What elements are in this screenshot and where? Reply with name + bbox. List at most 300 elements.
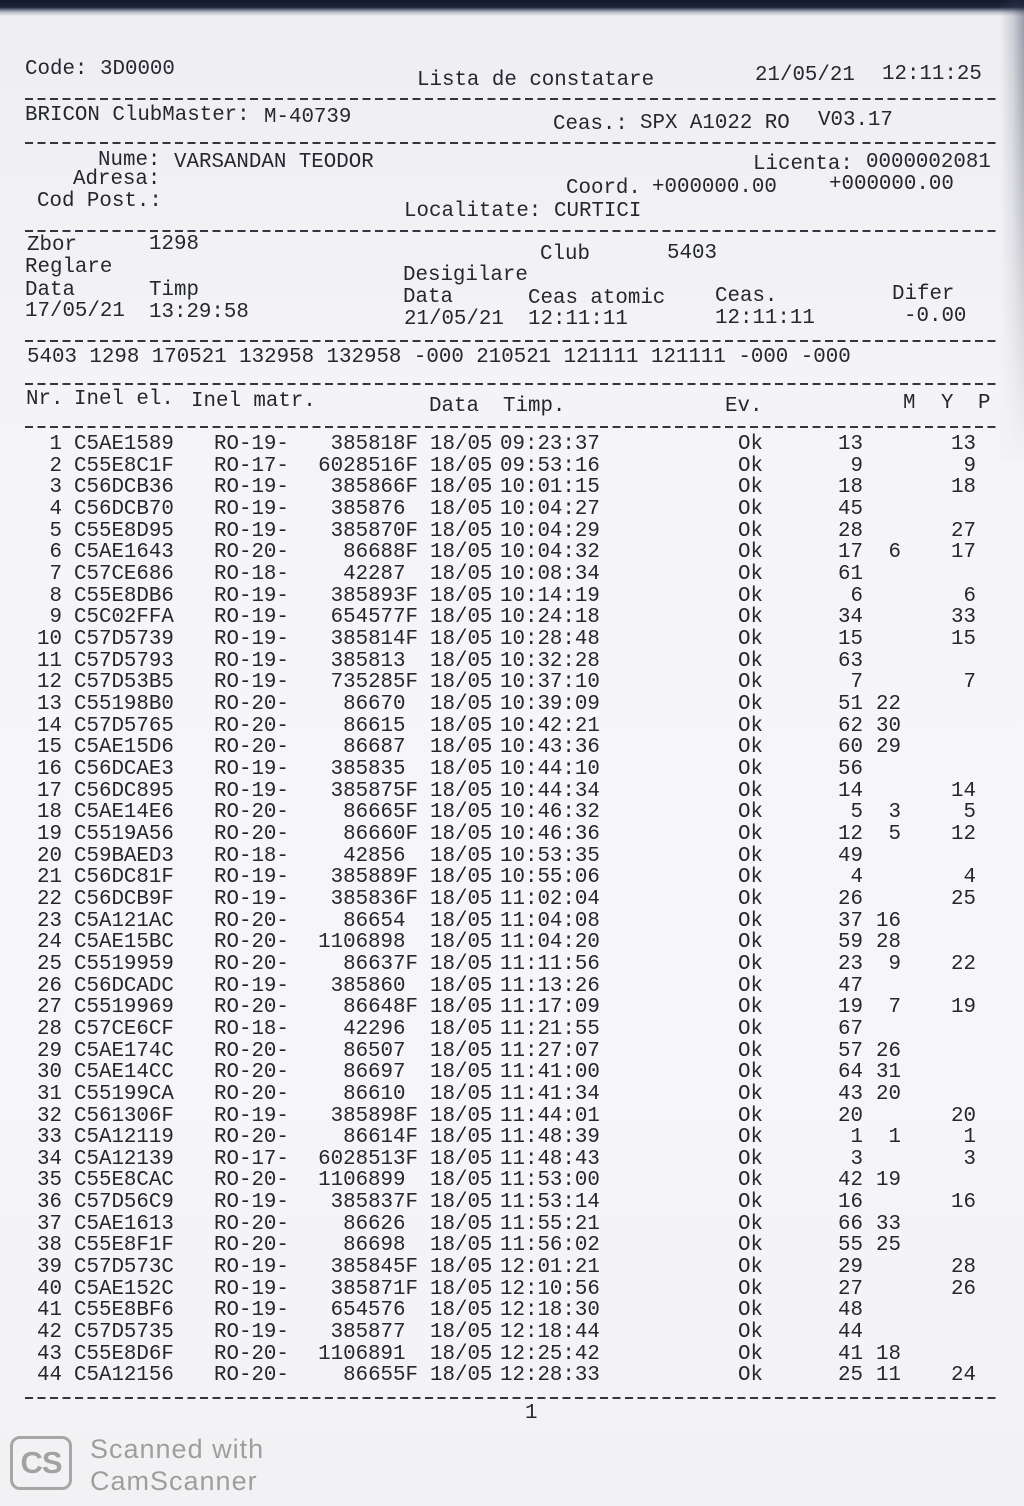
arrival-time: 11:44:01 — [500, 1104, 600, 1128]
event-status: Ok — [738, 1234, 763, 1258]
row-number: 13 — [37, 692, 62, 716]
ring-prefix: RO-20- — [214, 931, 289, 955]
table-row — [0, 846, 1024, 868]
arrival-time: 11:02:04 — [500, 887, 600, 911]
table-row — [0, 1062, 1024, 1084]
electronic-ring-id: C57D56C9 — [74, 1191, 174, 1215]
electronic-ring-id: C55E8CAC — [74, 1169, 174, 1193]
m-value: 1 — [850, 1126, 863, 1150]
table-row — [0, 1344, 1024, 1366]
event-status: Ok — [738, 952, 763, 976]
row-number: 24 — [37, 931, 62, 955]
ring-prefix: RO-20- — [214, 1061, 289, 1085]
header-inel-el: Inel el. — [74, 388, 174, 411]
arrival-time: 12:28:33 — [500, 1364, 600, 1388]
arrival-time: 12:10:56 — [500, 1277, 600, 1301]
table-row — [0, 932, 1024, 954]
arrival-time: 09:53:16 — [500, 454, 600, 478]
locality-value: CURTICI — [554, 200, 642, 223]
table-row — [0, 1106, 1024, 1128]
arrival-date: 18/05 — [430, 909, 493, 933]
m-value: 25 — [838, 1364, 863, 1388]
electronic-ring-id: C57D5793 — [74, 649, 174, 673]
arrival-time: 10:32:28 — [500, 649, 600, 673]
ring-prefix: RO-19- — [214, 649, 289, 673]
p-value: 28 — [951, 1256, 976, 1280]
ring-number: 86610 — [343, 1082, 406, 1106]
ring-prefix: RO-18- — [214, 844, 289, 868]
electronic-ring-id: C5A12139 — [74, 1147, 174, 1171]
p-value: 20 — [951, 1104, 976, 1128]
electronic-ring-id: C5AE152C — [74, 1277, 174, 1301]
arrival-time: 09:23:37 — [500, 433, 600, 456]
ring-prefix: RO-20- — [214, 909, 289, 933]
p-value: 4 — [963, 866, 976, 890]
row-number: 30 — [37, 1061, 62, 1085]
table-row — [0, 542, 1024, 564]
coord-label: Coord. — [566, 177, 641, 200]
p-value: 16 — [951, 1191, 976, 1215]
header-ev: Ev. — [725, 395, 763, 418]
electronic-ring-id: C5A12119 — [74, 1126, 174, 1150]
ring-prefix: RO-20- — [214, 996, 289, 1020]
row-number: 20 — [37, 844, 62, 868]
ring-number: 86648F — [343, 996, 418, 1020]
watermark-line-1: Scanned with — [90, 1434, 265, 1464]
table-row — [0, 954, 1024, 976]
arrival-time: 10:28:48 — [500, 627, 600, 651]
postcode-label: Cod Post.: — [37, 190, 162, 213]
arrival-date: 18/05 — [430, 1342, 493, 1366]
m-value: 27 — [838, 1277, 863, 1301]
event-status: Ok — [738, 866, 763, 890]
arrival-time: 10:08:34 — [500, 563, 600, 586]
y-value: 11 — [876, 1364, 901, 1388]
clock-model: SPX A1022 RO — [640, 112, 790, 135]
ring-prefix: RO-19- — [214, 1256, 289, 1280]
arrival-time: 10:37:10 — [500, 671, 600, 695]
ring-number: 385845F — [330, 1256, 418, 1280]
row-number: 9 — [49, 606, 62, 630]
arrival-time: 11:04:08 — [500, 909, 600, 933]
event-status: Ok — [738, 1104, 763, 1128]
event-status: Ok — [738, 649, 763, 673]
arrival-time: 11:17:09 — [500, 996, 600, 1020]
row-number: 8 — [49, 584, 62, 608]
code-value: 3D0000 — [100, 58, 175, 81]
event-status: Ok — [738, 736, 763, 760]
ring-number: 385837F — [330, 1191, 418, 1215]
arrival-date: 18/05 — [430, 1234, 493, 1258]
table-row — [0, 607, 1024, 629]
electronic-ring-id: C57CE686 — [74, 563, 174, 586]
m-value: 23 — [838, 952, 863, 976]
event-status: Ok — [738, 1299, 763, 1323]
clubmaster-id: M-40739 — [264, 106, 352, 129]
event-status: Ok — [738, 476, 763, 500]
table-row — [0, 1084, 1024, 1106]
electronic-ring-id: C5A121AC — [74, 909, 174, 933]
table-row — [0, 521, 1024, 543]
y-value: 22 — [876, 692, 901, 716]
ring-prefix: RO-19- — [214, 1191, 289, 1215]
table-row — [0, 867, 1024, 889]
p-value: 27 — [951, 519, 976, 543]
table-row — [0, 1279, 1024, 1301]
m-value: 5 — [850, 801, 863, 825]
y-value: 31 — [876, 1061, 901, 1085]
row-number: 25 — [37, 952, 62, 976]
table-row — [0, 802, 1024, 824]
electronic-ring-id: C56DCB36 — [74, 476, 174, 500]
ring-number: 86614F — [343, 1126, 418, 1150]
event-status: Ok — [738, 1039, 763, 1063]
dashed-separator — [25, 383, 1000, 385]
table-row — [0, 499, 1024, 521]
arrival-date: 18/05 — [430, 692, 493, 716]
arrival-time: 11:13:26 — [500, 974, 600, 998]
ring-prefix: RO-19- — [214, 1321, 289, 1345]
ring-number: 86507 — [343, 1039, 406, 1063]
name-label: Nume: — [98, 149, 161, 172]
ring-prefix: RO-20- — [214, 801, 289, 825]
event-status: Ok — [738, 1321, 763, 1345]
arrival-date: 18/05 — [430, 627, 493, 651]
ring-prefix: RO-19- — [214, 519, 289, 543]
table-row — [0, 1019, 1024, 1041]
event-status: Ok — [738, 1126, 763, 1150]
row-number: 17 — [37, 779, 62, 803]
ring-number: 86626 — [343, 1212, 406, 1236]
page-number: 1 — [525, 1402, 538, 1425]
m-value: 34 — [838, 606, 863, 630]
arrival-date: 18/05 — [430, 1039, 493, 1063]
ring-number: 86670 — [343, 692, 406, 716]
m-value: 14 — [838, 779, 863, 803]
event-status: Ok — [738, 822, 763, 846]
ring-number: 385813 — [330, 649, 406, 673]
ring-prefix: RO-20- — [214, 736, 289, 760]
event-status: Ok — [738, 584, 763, 608]
row-number: 10 — [37, 627, 62, 651]
m-value: 4 — [850, 866, 863, 890]
event-status: Ok — [738, 757, 763, 781]
ring-prefix: RO-19- — [214, 779, 289, 803]
header-y: Y — [941, 392, 954, 415]
ring-number: 86615 — [343, 714, 406, 738]
row-number: 41 — [37, 1299, 62, 1323]
table-row — [0, 694, 1024, 716]
arrival-date: 18/05 — [430, 1321, 493, 1345]
locality-label: Localitate: — [404, 200, 542, 223]
row-number: 37 — [37, 1212, 62, 1236]
m-value: 66 — [838, 1212, 863, 1236]
p-value: 26 — [951, 1277, 976, 1301]
ring-prefix: RO-20- — [214, 1126, 289, 1150]
p-value: 12 — [951, 822, 976, 846]
m-value: 63 — [838, 649, 863, 673]
m-value: 59 — [838, 931, 863, 955]
arrival-date: 18/05 — [430, 454, 493, 478]
ring-number: 385871F — [330, 1277, 418, 1301]
arrival-time: 11:53:00 — [500, 1169, 600, 1193]
arrival-time: 11:41:00 — [500, 1061, 600, 1085]
event-status: Ok — [738, 627, 763, 651]
arrival-date: 18/05 — [430, 996, 493, 1020]
ring-prefix: RO-20- — [214, 714, 289, 738]
row-number: 19 — [37, 822, 62, 846]
ring-number: 86698 — [343, 1234, 406, 1258]
ring-prefix: RO-19- — [214, 476, 289, 500]
electronic-ring-id: C5A12156 — [74, 1364, 174, 1388]
row-number: 34 — [37, 1147, 62, 1171]
electronic-ring-id: C57D573C — [74, 1256, 174, 1280]
event-status: Ok — [738, 714, 763, 738]
header-date: Data — [429, 395, 479, 418]
clock-time-label: Ceas. — [715, 285, 778, 308]
ring-number: 1106898 — [318, 931, 406, 955]
ring-number: 654576 — [330, 1299, 406, 1323]
m-value: 6 — [850, 584, 863, 608]
table-row — [0, 1149, 1024, 1171]
row-number: 6 — [49, 541, 62, 565]
setting-time: 13:29:58 — [149, 301, 249, 324]
ring-number: 86665F — [343, 801, 418, 825]
event-status: Ok — [738, 498, 763, 521]
arrival-date: 18/05 — [430, 519, 493, 543]
arrival-date: 18/05 — [430, 1017, 493, 1041]
arrival-date: 18/05 — [430, 1212, 493, 1236]
arrival-time: 10:24:18 — [500, 606, 600, 630]
m-value: 62 — [838, 714, 863, 738]
arrival-date: 18/05 — [430, 563, 493, 586]
arrival-date: 18/05 — [430, 801, 493, 825]
ring-prefix: RO-20- — [214, 1169, 289, 1193]
ring-prefix: RO-19- — [214, 606, 289, 630]
arrival-date: 18/05 — [430, 974, 493, 998]
electronic-ring-id: C5AE14CC — [74, 1061, 174, 1085]
ring-number: 385876 — [330, 498, 406, 521]
row-number: 38 — [37, 1234, 62, 1258]
ring-number: 42287 — [343, 563, 406, 586]
table-row — [0, 434, 1024, 456]
arrival-time: 10:14:19 — [500, 584, 600, 608]
table-row — [0, 976, 1024, 998]
electronic-ring-id: C56DCB9F — [74, 887, 174, 911]
m-value: 49 — [838, 844, 863, 868]
electronic-ring-id: C55E8D95 — [74, 519, 174, 543]
electronic-ring-id: C5AE15BC — [74, 931, 174, 955]
electronic-ring-id: C5AE1589 — [74, 433, 174, 456]
atomic-clock-time: 12:11:11 — [528, 308, 628, 331]
m-value: 12 — [838, 822, 863, 846]
row-number: 15 — [37, 736, 62, 760]
flight-number: 1298 — [149, 233, 199, 256]
ring-prefix: RO-20- — [214, 1234, 289, 1258]
ring-number: 86688F — [343, 541, 418, 565]
event-status: Ok — [738, 1191, 763, 1215]
print-time: 12:11:25 — [882, 63, 982, 86]
arrival-date: 18/05 — [430, 866, 493, 890]
row-number: 33 — [37, 1126, 62, 1150]
p-value: 33 — [951, 606, 976, 630]
row-number: 21 — [37, 866, 62, 890]
ring-prefix: RO-20- — [214, 1212, 289, 1236]
header-p: P — [978, 392, 991, 415]
arrival-date: 18/05 — [430, 887, 493, 911]
p-value: 14 — [951, 779, 976, 803]
event-status: Ok — [738, 1169, 763, 1193]
p-value: 18 — [951, 476, 976, 500]
arrival-date: 18/05 — [430, 1126, 493, 1150]
license-label: Licenta: — [753, 153, 853, 176]
row-number: 27 — [37, 996, 62, 1020]
electronic-ring-id: C5C02FFA — [74, 606, 174, 630]
m-value: 56 — [838, 757, 863, 781]
y-value: 7 — [888, 996, 901, 1020]
row-number: 28 — [37, 1017, 62, 1041]
electronic-ring-id: C57D5739 — [74, 627, 174, 651]
arrival-time: 12:18:30 — [500, 1299, 600, 1323]
event-status: Ok — [738, 1061, 763, 1085]
y-value: 3 — [888, 801, 901, 825]
event-status: Ok — [738, 931, 763, 955]
arrival-time: 11:55:21 — [500, 1212, 600, 1236]
ring-number: 6028513F — [318, 1147, 418, 1171]
dashed-separator — [25, 426, 1000, 428]
arrival-date: 18/05 — [430, 1061, 493, 1085]
row-number: 3 — [49, 476, 62, 500]
arrival-time: 11:04:20 — [500, 931, 600, 955]
row-number: 7 — [49, 563, 62, 586]
m-value: 51 — [838, 692, 863, 716]
address-label: Adresa: — [73, 168, 161, 191]
ring-number: 86697 — [343, 1061, 406, 1085]
arrival-time: 10:04:27 — [500, 498, 600, 521]
y-value: 16 — [876, 909, 901, 933]
arrival-date: 18/05 — [430, 714, 493, 738]
y-value: 30 — [876, 714, 901, 738]
m-value: 44 — [838, 1321, 863, 1345]
m-value: 29 — [838, 1256, 863, 1280]
table-row — [0, 1300, 1024, 1322]
m-value: 43 — [838, 1082, 863, 1106]
ring-number: 86637F — [343, 952, 418, 976]
arrival-time: 10:39:09 — [500, 692, 600, 716]
unseal-date: 21/05/21 — [404, 308, 504, 331]
arrival-date: 18/05 — [430, 476, 493, 500]
record-line: 5403 1298 170521 132958 132958 -000 210521 121111 121111 -000 -000 — [27, 346, 851, 369]
electronic-ring-id: C57D53B5 — [74, 671, 174, 695]
table-row — [0, 1170, 1024, 1192]
arrival-time: 11:41:34 — [500, 1082, 600, 1106]
arrival-date: 18/05 — [430, 952, 493, 976]
electronic-ring-id: C5519A56 — [74, 822, 174, 846]
fancier-name: VARSANDAN TEODOR — [174, 151, 374, 174]
arrival-time: 11:27:07 — [500, 1039, 600, 1063]
ring-number: 385860 — [330, 974, 406, 998]
electronic-ring-id: C5519959 — [74, 952, 174, 976]
arrival-time: 10:04:32 — [500, 541, 600, 565]
y-value: 1 — [888, 1126, 901, 1150]
electronic-ring-id: C56DCADC — [74, 974, 174, 998]
m-value: 19 — [838, 996, 863, 1020]
table-row — [0, 1235, 1024, 1257]
setting-time-label: Timp — [149, 279, 199, 302]
event-status: Ok — [738, 433, 763, 456]
electronic-ring-id: C57D5735 — [74, 1321, 174, 1345]
p-value: 9 — [963, 454, 976, 478]
ring-prefix: RO-18- — [214, 1017, 289, 1041]
m-value: 41 — [838, 1342, 863, 1366]
m-value: 45 — [838, 498, 863, 521]
m-value: 20 — [838, 1104, 863, 1128]
watermark-line-2: CamScanner — [90, 1466, 258, 1496]
table-row — [0, 911, 1024, 933]
ring-number: 86687 — [343, 736, 406, 760]
electronic-ring-id: C55E8C1F — [74, 454, 174, 478]
ring-number: 385814F — [330, 627, 418, 651]
ring-prefix: RO-19- — [214, 1104, 289, 1128]
event-status: Ok — [738, 606, 763, 630]
p-value: 3 — [963, 1147, 976, 1171]
ring-prefix: RO-20- — [214, 1364, 289, 1388]
m-value: 9 — [850, 454, 863, 478]
camscanner-logo-icon: CS — [10, 1436, 72, 1490]
ring-number: 385870F — [330, 519, 418, 543]
y-value: 25 — [876, 1234, 901, 1258]
event-status: Ok — [738, 671, 763, 695]
electronic-ring-id: C59BAED3 — [74, 844, 174, 868]
row-number: 26 — [37, 974, 62, 998]
m-value: 60 — [838, 736, 863, 760]
dashed-separator — [25, 340, 1000, 342]
row-number: 44 — [37, 1364, 62, 1388]
clock-difference: -0.00 — [904, 305, 967, 328]
m-value: 57 — [838, 1039, 863, 1063]
p-value: 13 — [951, 433, 976, 456]
ring-prefix: RO-17- — [214, 454, 289, 478]
header-m: M — [903, 392, 916, 415]
ring-number: 385898F — [330, 1104, 418, 1128]
electronic-ring-id: C55E8D6F — [74, 1342, 174, 1366]
m-value: 37 — [838, 909, 863, 933]
p-value: 25 — [951, 887, 976, 911]
table-row — [0, 477, 1024, 499]
table-row — [0, 564, 1024, 586]
arrival-time: 10:55:06 — [500, 866, 600, 890]
arrival-date: 18/05 — [430, 1104, 493, 1128]
clock-label: Ceas.: — [553, 113, 628, 136]
ring-number: 735285F — [330, 671, 418, 695]
arrival-date: 18/05 — [430, 606, 493, 630]
table-row — [0, 1041, 1024, 1063]
arrival-time: 10:43:36 — [500, 736, 600, 760]
electronic-ring-id: C5AE1643 — [74, 541, 174, 565]
diff-label: Difer — [892, 283, 955, 306]
m-value: 7 — [850, 671, 863, 695]
ring-number: 86660F — [343, 822, 418, 846]
row-number: 22 — [37, 887, 62, 911]
m-value: 61 — [838, 563, 863, 586]
event-status: Ok — [738, 454, 763, 478]
ring-number: 1106899 — [318, 1169, 406, 1193]
atomic-clock-label: Ceas atomic — [528, 287, 666, 310]
license-number: 0000002081 — [866, 151, 991, 174]
arrival-date: 18/05 — [430, 1191, 493, 1215]
ring-prefix: RO-20- — [214, 1342, 289, 1366]
ring-prefix: RO-19- — [214, 584, 289, 608]
